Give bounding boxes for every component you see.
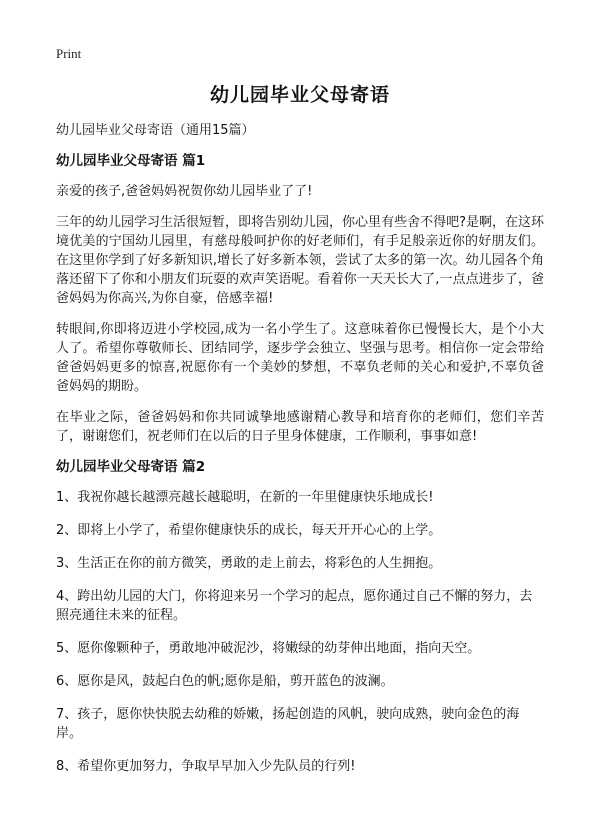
list-item: 2、即将上小学了，希望你健康快乐的成长，每天开开心心的上学。 bbox=[56, 523, 442, 538]
section-1-paragraph: 转眼间,你即将迈进小学校园,成为一名小学生了。这意味着你已慢慢长大，是个小大人了。希望你尊敬师长、团结同学，逐步学会独立、坚强与思考。相信你一定会带给爸爸妈妈更多的惊喜,祝愿你有一个美妙的梦想，不辜负老师的关心和爱护,不辜负爸爸妈妈的期盼。 bbox=[56, 322, 544, 394]
print-link[interactable]: Print bbox=[56, 46, 82, 61]
section-1-title: 幼儿园毕业父母寄语 篇1 bbox=[56, 153, 206, 169]
section-1-paragraph: 在毕业之际，爸爸妈妈和你共同诚挚地感谢精心教导和培育你的老师们，您们辛苦了，谢谢您们，祝老师们在以后的日子里身体健康，工作顺利，事事如意! bbox=[56, 410, 544, 444]
list-item: 8、希望你更加努力，争取早早加入少先队员的行列! bbox=[56, 759, 356, 774]
section-1-paragraph: 亲爱的孩子,爸爸妈妈祝贺你幼儿园毕业了了! bbox=[56, 184, 313, 199]
section-2-title: 幼儿园毕业父母寄语 篇2 bbox=[56, 459, 206, 475]
list-item: 6、愿你是风，鼓起白色的帆;愿你是船，剪开蓝色的波澜。 bbox=[56, 674, 394, 689]
article-body bbox=[56, 121, 544, 790]
list-item: 7、孩子，愿你快快脱去幼稚的娇嫩，扬起创造的风帆，驶向成熟，驶向金色的海岸。 bbox=[56, 707, 520, 741]
section-1-paragraph: 三年的幼儿园学习生活很短暂，即将告别幼儿园，你心里有些舍不得吧?是啊，在这环境优美的宁国幼儿园里，有慈母般呵护你的好老师们，有手足般亲近你的好朋友们。在这里你学到了好多新知识,增长了好多新本领，尝试了太多的第一次。幼儿园各个角落还留下了你和小朋友们玩耍的欢声笑语呢。看着你一天天长大了,一点点进步了，爸爸妈妈为你高兴,为你自豪，倍感幸福! bbox=[56, 215, 544, 306]
list-item: 1、我祝你越长越漂亮越长越聪明，在新的一年里健康快乐地成长! bbox=[56, 490, 434, 505]
list-item: 4、跨出幼儿园的大门，你将迎来另一个学习的起点，愿你通过自己不懈的努力，去照亮通往未来的征程。 bbox=[56, 589, 533, 623]
article-subtitle: 幼儿园毕业父母寄语（通用15篇） bbox=[56, 123, 255, 138]
list-item: 3、生活正在你的前方微笑，勇敢的走上前去，将彩色的人生拥抱。 bbox=[56, 556, 442, 571]
page-title: 幼儿园毕业父母寄语 bbox=[209, 84, 390, 106]
list-item: 5、愿你像颗种子，勇敢地冲破泥沙，将嫩绿的幼芽伸出地面，指向天空。 bbox=[56, 641, 481, 656]
